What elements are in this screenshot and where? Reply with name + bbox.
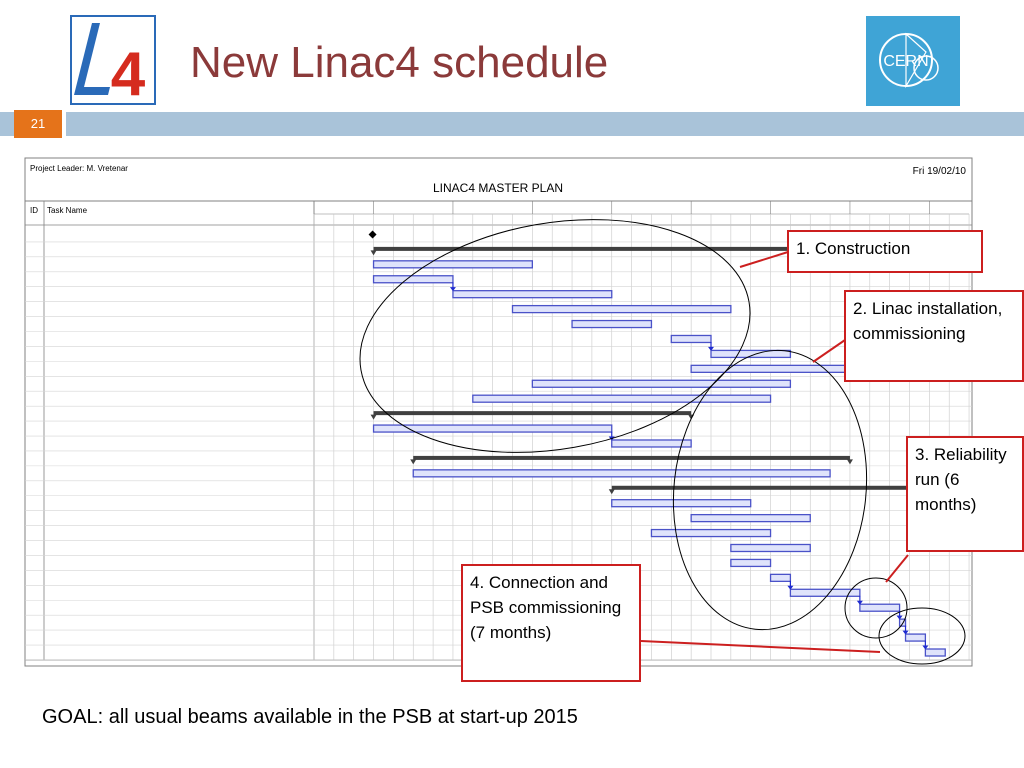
gantt-task-bar (651, 530, 770, 537)
gantt-task-bar (691, 515, 810, 522)
gantt-task-bar (731, 544, 810, 551)
gantt-col-task: Task Name (47, 206, 88, 215)
gantt-task-bar (513, 306, 731, 313)
gantt-col-id: ID (30, 206, 38, 215)
gantt-task-bar (671, 335, 711, 342)
gantt-summary-bar (374, 411, 692, 415)
gantt-task-bar (473, 395, 771, 402)
gantt-task-bar (413, 470, 830, 477)
gantt-task-bar (731, 559, 771, 566)
gantt-task-bar (532, 380, 790, 387)
slide-number: 21 (14, 110, 62, 138)
gantt-project-leader: Project Leader: M. Vretenar (30, 164, 128, 173)
svg-text:CERN: CERN (883, 53, 929, 70)
gantt-date: Fri 19/02/10 (912, 166, 966, 177)
svg-text:4: 4 (110, 40, 146, 105)
callout-connection-psb: 4. Connection and PSB commissioning (7 months) (461, 564, 641, 682)
gantt-title: LINAC4 MASTER PLAN (432, 181, 564, 195)
gantt-task-bar (572, 321, 651, 328)
callout-linac-installation: 2. Linac installation, commissioning (844, 290, 1024, 382)
gantt-task-bar (771, 574, 791, 581)
goal-statement: GOAL: all usual beams available in the PSB at start-up 2015 (42, 706, 578, 728)
gantt-task-bar (612, 440, 691, 447)
gantt-summary-bar (413, 456, 850, 460)
callout-reliability-run: 3. Reliability run (6 months) (906, 436, 1024, 552)
gantt-task-bar (374, 261, 533, 268)
gantt-task-bar (374, 276, 453, 283)
gantt-task-bar (925, 649, 945, 656)
gantt-task-bar (860, 604, 900, 611)
gantt-task-bar (906, 634, 926, 641)
slide-title: New Linac4 schedule (190, 38, 609, 87)
gantt-task-bar (453, 291, 612, 298)
callout-construction: 1. Construction (787, 230, 983, 273)
gantt-task-bar (612, 500, 751, 507)
